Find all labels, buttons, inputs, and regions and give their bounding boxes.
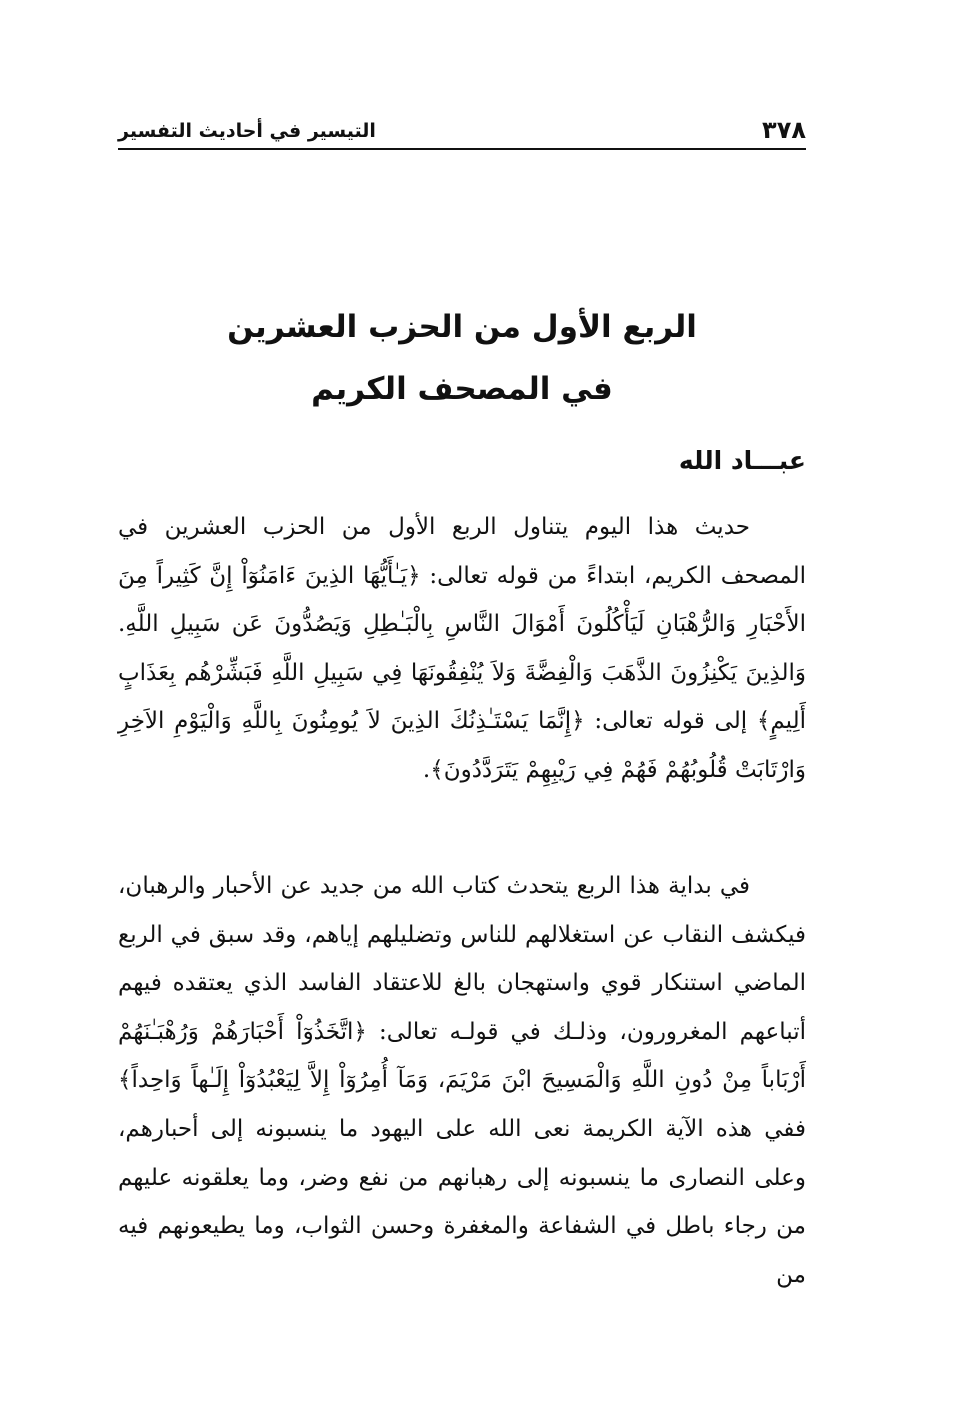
quran-verse: ﴿يَـٰأَيُّهَا الذِينَ ءَامَنُوٓاْ إِنَّ كَثِيراً مِنَ الأَحْبَارِ وَالرُّهْبَانِ لَيَأْكُلُونَ أَمْوَالَ النَّاسِ بِالْبَـٰطِلِ وَيَصُدُّونَ عَن سَبِيلِ اللَّهِ. وَالذِينَ يَكْنِزُونَ الذَّهَبَ وَالْفِضَّةَ وَلاَ يُنْفِقُونَهَا فِي سَبِيلِ اللَّهِ فَبَشِّرْهُم بِعَذَابٍ أَلِيمٍ﴾ <box>118 562 806 735</box>
quran-verse: ﴿اتَّخَذُوٓاْ أَحْبَارَهُمْ وَرُهْبَـٰنَهُمْ أَرْبَاباً مِنْ دُونِ اللَّهِ وَالْمَسِيحَ ابْنَ مَرْيَمَ، وَمَآ أُمِرُوٓاْ إِلاَّ لِيَعْبُدُوٓاْ إِلَـٰهاً وَاحِداً﴾ <box>118 1018 806 1094</box>
running-header <box>118 112 806 150</box>
page-number: ٣٧٨ <box>762 116 806 144</box>
section-heading: عبـــاد الله <box>678 446 806 475</box>
paragraph-middle: إلى قوله تعالى: <box>584 708 757 735</box>
paragraph-end: . <box>422 756 431 783</box>
chapter-title <box>118 296 806 420</box>
paragraph-text <box>118 862 806 1299</box>
paragraph-intro: حديث هذا اليوم يتناول الربع الأول من الحزب العشرين في المصحف الكريم، ابتداءً من قوله تعالى: <box>118 514 807 589</box>
book-title: التيسير في أحاديث التفسير <box>118 120 376 142</box>
chapter-title-line-2: في المصحف الكريم <box>311 371 613 407</box>
paragraph-intro: في بداية هذا الربع يتحدث كتاب الله من جديد عن الأحبار والرهبان، فيكشف النقاب عن استغلالهم للناس وتضليلهم إياهم، وقد سبق في الربع الماضي استنكار قوي واستهجان بالغ للاعتقاد الفاسد الذي يعتقده فيهم أتباعهم المغرورون، وذلـك في قولـه تعالى: <box>118 873 806 1045</box>
paragraph-text <box>118 503 806 795</box>
quran-verse: ﴿إِنَّمَا يَسْتَـٰذِنُكَ الذِينَ لاَ يُومِنُونَ بِاللَّهِ وَالْيَوْمِ الاَخِرِ وَارْتَابَتْ قُلُوبُهُمْ فَهُمْ فِي رَيْبِهِمْ يَتَرَدَّدُونَ﴾ <box>118 708 806 783</box>
chapter-title-line-1: الربع الأول من الحزب العشرين <box>227 309 697 345</box>
paragraph-rest: ففي هذه الآية الكريمة نعى الله على اليهود ما ينسبونه إلى أحبارهم، وعلى النصارى ما ينسبونه إلى رهبانهم من نفع وضر، وما يعلقونه عليهم من رجاء باطل في الشفاعة والمغفرة وحسن الثواب، وما يطيعونهم فيه من <box>118 1115 806 1288</box>
paragraph-2 <box>118 862 806 1299</box>
paragraph-1 <box>118 503 806 795</box>
